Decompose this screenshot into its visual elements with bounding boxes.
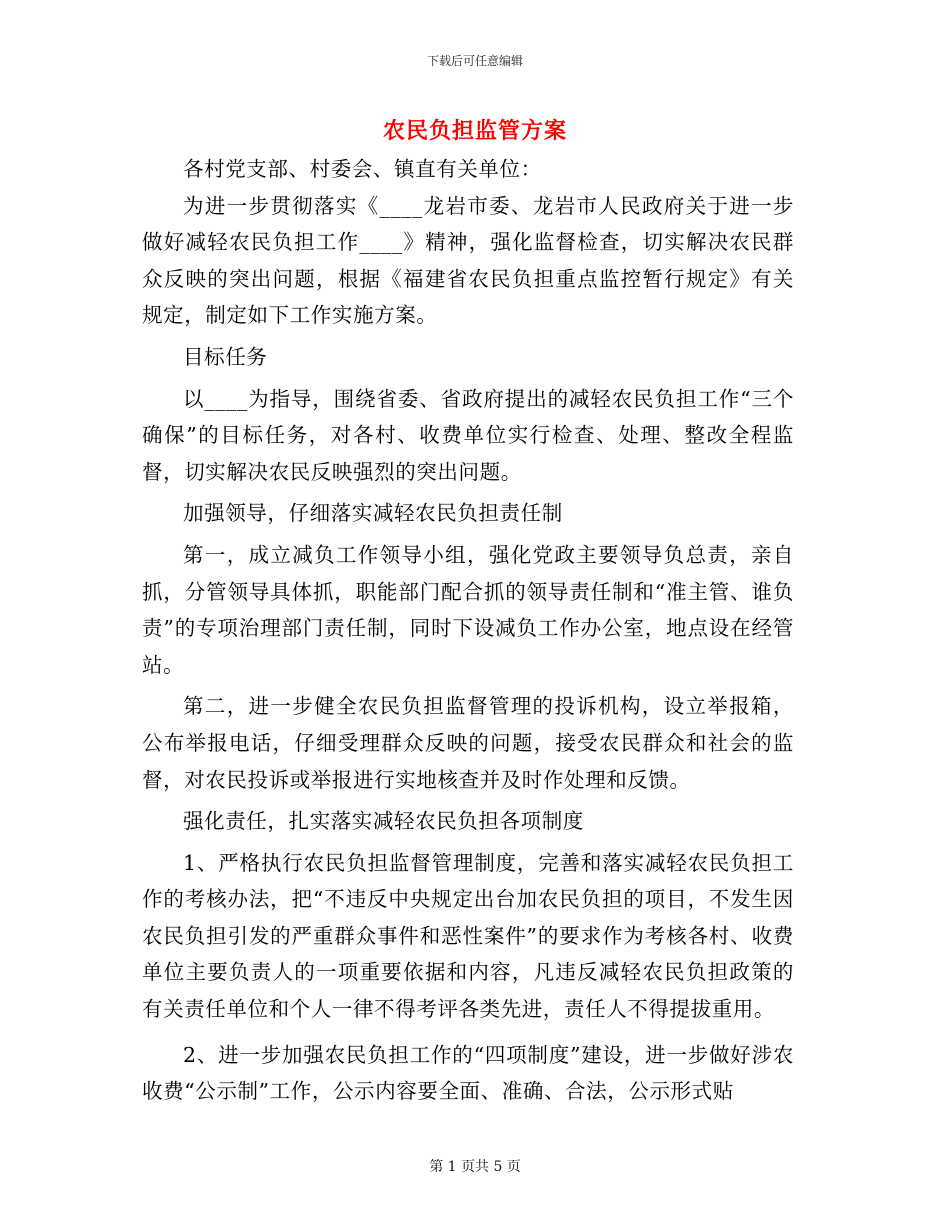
leadership-paragraph-2: 第二，进一步健全农民负担监督管理的投诉机构，设立举报箱，公布举报电话，仔细受理群众反映的问题，接受农民群众和社会的监督，对农民投诉或举报进行实地核查并及时作处理和反馈。 xyxy=(142,694,794,792)
leadership-paragraph-1: 第一，成立减负工作领导小组，强化党政主要领导负总责，亲自抓，分管领导具体抓，职能部门配合抓的领导责任制和“准主管、谁负责”的专项治理部门责任制，同时下设减负工作办公室，地点设在经管站。 xyxy=(142,542,794,677)
section-heading-responsibility: 强化责任，扎实落实减轻农民负担各项制度 xyxy=(183,809,584,834)
salutation-paragraph: 各村党支部、村委会、镇直有关单位： xyxy=(183,157,542,181)
responsibility-item-1: 1、严格执行农民负担监督管理制度，完善和落实减轻农民负担工作的考核办法，把“不违反中央规定出台加农民负担的项目，不发生因农民负担引发的严重群众事件和恶性案件”的要求作为考核各村、收费单位主要负责人的一项重要依据和内容，凡违反减轻农民负担政策的有关责任单位和个人一律不得考评各类先进，责任人不得提拔重用。 xyxy=(142,850,794,1022)
page-footer: 第 1 页共 5 页 xyxy=(429,1159,521,1175)
section-heading-goals: 目标任务 xyxy=(183,344,268,369)
document-title: 农民负担监管方案 xyxy=(382,118,567,144)
section-heading-leadership: 加强领导，仔细落实减轻农民负担责任制 xyxy=(183,501,563,526)
document-body xyxy=(142,151,794,1110)
intro-paragraph: 为进一步贯彻落实《____龙岩市委、龙岩市人民政府关于进一步做好减轻农民负担工作____》精神，强化监督检查，切实解决农民群众反映的突出问题，根据《福建省农民负担重点监控暂行规定》有关规定，制定如下工作实施方案。 xyxy=(142,193,794,328)
goals-paragraph: 以____为指导，围绕省委、省政府提出的减轻农民负担工作“三个确保”的目标任务，对各村、收费单位实行检查、处理、整改全程监督，切实解决农民反映强烈的突出问题。 xyxy=(142,386,794,484)
responsibility-item-2: 2、进一步加强农民负担工作的“四项制度”建设，进一步做好涉农收费“公示制”工作，公示内容要全面、准确、合法，公示形式贴 xyxy=(142,1042,794,1104)
page-header: 下载后可任意编辑 xyxy=(426,54,523,68)
